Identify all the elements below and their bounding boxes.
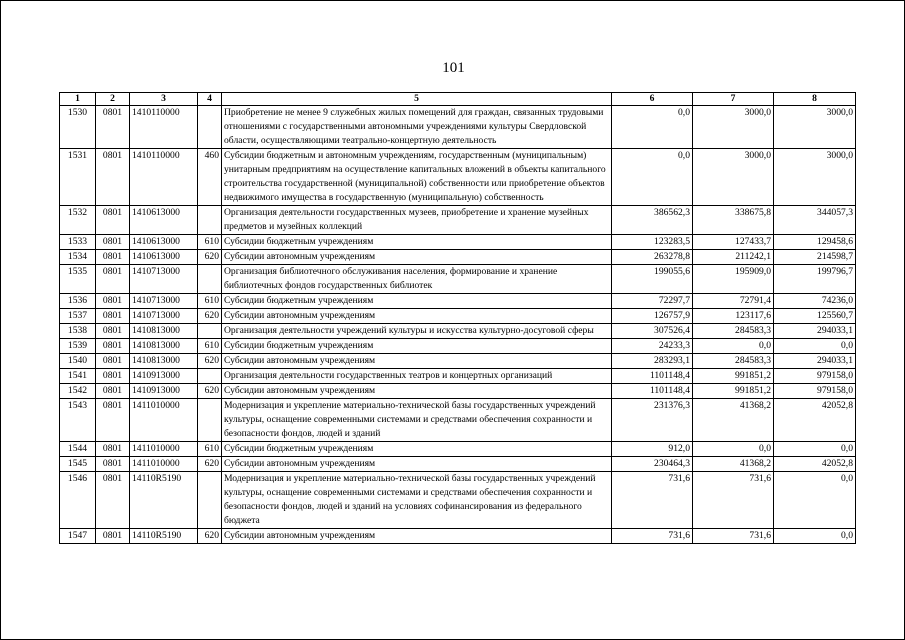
amount-col6: 386562,3 [612, 206, 693, 235]
table-body [60, 106, 856, 544]
budget-table [59, 92, 856, 544]
section-code: 0801 [96, 324, 130, 339]
expense-kind: 610 [198, 339, 222, 354]
table-row [60, 106, 856, 149]
row-description: Субсидии бюджетным и автономным учреждениям, государственным (муниципальным) унитарным предприятиям на осуществление капитальных вложений в объекты капитального строительства государственной (муниципальной) собственности или приобретение объектов недвижимого имущества в государственную (муниципальную) собственность [222, 149, 612, 206]
target-code: 1410913000 [130, 369, 198, 384]
amount-col8: 42052,8 [774, 457, 856, 472]
section-code: 0801 [96, 457, 130, 472]
column-header: 1 [60, 93, 96, 106]
expense-kind: 620 [198, 354, 222, 369]
row-number: 1539 [60, 339, 96, 354]
amount-col7: 284583,3 [693, 354, 774, 369]
section-code: 0801 [96, 442, 130, 457]
table-row [60, 529, 856, 544]
row-number: 1536 [60, 294, 96, 309]
amount-col6: 1101148,4 [612, 384, 693, 399]
target-code: 1410713000 [130, 309, 198, 324]
section-code: 0801 [96, 294, 130, 309]
row-number: 1546 [60, 472, 96, 529]
row-number: 1537 [60, 309, 96, 324]
amount-col8: 0,0 [774, 339, 856, 354]
amount-col6: 230464,3 [612, 457, 693, 472]
row-description: Приобретение не менее 9 служебных жилых помещений для граждан, связанных трудовыми отношениями с государственными автономными учреждениями культуры Свердловской области, осуществляющими театрально-концертную деятельность [222, 106, 612, 149]
amount-col8: 0,0 [774, 472, 856, 529]
expense-kind [198, 472, 222, 529]
section-code: 0801 [96, 309, 130, 324]
table-row [60, 384, 856, 399]
row-number: 1531 [60, 149, 96, 206]
amount-col6: 263278,8 [612, 250, 693, 265]
amount-col6: 731,6 [612, 472, 693, 529]
amount-col6: 231376,3 [612, 399, 693, 442]
target-code: 14110R5190 [130, 472, 198, 529]
amount-col6: 0,0 [612, 149, 693, 206]
section-code: 0801 [96, 354, 130, 369]
table-row [60, 149, 856, 206]
expense-kind: 610 [198, 235, 222, 250]
target-code: 1410913000 [130, 384, 198, 399]
expense-kind: 620 [198, 529, 222, 544]
target-code: 1410613000 [130, 250, 198, 265]
amount-col6: 72297,7 [612, 294, 693, 309]
row-description: Организация библиотечного обслуживания населения, формирование и хранение библиотечных фондов государственных библиотек [222, 265, 612, 294]
column-header: 2 [96, 93, 130, 106]
target-code: 1410713000 [130, 265, 198, 294]
amount-col7: 0,0 [693, 339, 774, 354]
amount-col7: 41368,2 [693, 457, 774, 472]
target-code: 1411010000 [130, 442, 198, 457]
row-description: Субсидии автономным учреждениям [222, 457, 612, 472]
row-description: Субсидии автономным учреждениям [222, 384, 612, 399]
table-row [60, 442, 856, 457]
amount-col8: 214598,7 [774, 250, 856, 265]
section-code: 0801 [96, 384, 130, 399]
expense-kind [198, 106, 222, 149]
table-row [60, 354, 856, 369]
row-description: Субсидии бюджетным учреждениям [222, 339, 612, 354]
amount-col8: 344057,3 [774, 206, 856, 235]
target-code: 1410813000 [130, 324, 198, 339]
target-code: 1411010000 [130, 399, 198, 442]
table-row [60, 265, 856, 294]
amount-col8: 3000,0 [774, 149, 856, 206]
section-code: 0801 [96, 235, 130, 250]
table-row [60, 309, 856, 324]
section-code: 0801 [96, 339, 130, 354]
table-row [60, 324, 856, 339]
amount-col8: 979158,0 [774, 369, 856, 384]
row-number: 1530 [60, 106, 96, 149]
table-row [60, 369, 856, 384]
row-number: 1534 [60, 250, 96, 265]
row-number: 1533 [60, 235, 96, 250]
amount-col7: 3000,0 [693, 106, 774, 149]
table-row [60, 399, 856, 442]
amount-col7: 211242,1 [693, 250, 774, 265]
row-description: Организация деятельности государственных музеев, приобретение и хранение музейных предметов и музейных коллекций [222, 206, 612, 235]
expense-kind [198, 324, 222, 339]
expense-kind: 620 [198, 457, 222, 472]
table-row [60, 294, 856, 309]
row-number: 1545 [60, 457, 96, 472]
amount-col7: 731,6 [693, 472, 774, 529]
amount-col6: 199055,6 [612, 265, 693, 294]
amount-col8: 0,0 [774, 529, 856, 544]
expense-kind: 620 [198, 384, 222, 399]
expense-kind [198, 369, 222, 384]
section-code: 0801 [96, 149, 130, 206]
table-row [60, 472, 856, 529]
expense-kind: 610 [198, 294, 222, 309]
section-code: 0801 [96, 206, 130, 235]
row-number: 1540 [60, 354, 96, 369]
expense-kind: 620 [198, 309, 222, 324]
expense-kind [198, 206, 222, 235]
target-code: 1410613000 [130, 206, 198, 235]
amount-col6: 123283,5 [612, 235, 693, 250]
amount-col8: 125560,7 [774, 309, 856, 324]
row-number: 1538 [60, 324, 96, 339]
column-header: 4 [198, 93, 222, 106]
target-code: 14110R5190 [130, 529, 198, 544]
column-header: 5 [222, 93, 612, 106]
expense-kind: 460 [198, 149, 222, 206]
amount-col8: 0,0 [774, 442, 856, 457]
column-header: 6 [612, 93, 693, 106]
row-description: Субсидии бюджетным учреждениям [222, 442, 612, 457]
amount-col6: 0,0 [612, 106, 693, 149]
table-row [60, 457, 856, 472]
row-number: 1544 [60, 442, 96, 457]
section-code: 0801 [96, 106, 130, 149]
row-description: Субсидии бюджетным учреждениям [222, 294, 612, 309]
section-code: 0801 [96, 369, 130, 384]
row-number: 1535 [60, 265, 96, 294]
target-code: 1410613000 [130, 235, 198, 250]
row-description: Субсидии автономным учреждениям [222, 250, 612, 265]
column-header: 8 [774, 93, 856, 106]
column-header: 7 [693, 93, 774, 106]
section-code: 0801 [96, 399, 130, 442]
expense-kind: 620 [198, 250, 222, 265]
target-code: 1410813000 [130, 339, 198, 354]
page-number: 101 [442, 60, 465, 76]
amount-col6: 731,6 [612, 529, 693, 544]
amount-col8: 294033,1 [774, 324, 856, 339]
target-code: 1410110000 [130, 106, 198, 149]
section-code: 0801 [96, 250, 130, 265]
amount-col6: 307526,4 [612, 324, 693, 339]
amount-col8: 129458,6 [774, 235, 856, 250]
amount-col8: 199796,7 [774, 265, 856, 294]
amount-col8: 3000,0 [774, 106, 856, 149]
row-description: Организация деятельности государственных театров и концертных организаций [222, 369, 612, 384]
amount-col6: 24233,3 [612, 339, 693, 354]
amount-col7: 0,0 [693, 442, 774, 457]
amount-col6: 1101148,4 [612, 369, 693, 384]
amount-col7: 72791,4 [693, 294, 774, 309]
section-code: 0801 [96, 472, 130, 529]
expense-kind [198, 399, 222, 442]
table-row [60, 235, 856, 250]
amount-col7: 41368,2 [693, 399, 774, 442]
amount-col7: 127433,7 [693, 235, 774, 250]
row-number: 1541 [60, 369, 96, 384]
row-number: 1532 [60, 206, 96, 235]
target-code: 1411010000 [130, 457, 198, 472]
row-number: 1542 [60, 384, 96, 399]
expense-kind [198, 265, 222, 294]
section-code: 0801 [96, 529, 130, 544]
amount-col7: 991851,2 [693, 384, 774, 399]
row-description: Модернизация и укрепление материально-технической базы государственных учреждений культуры, оснащение современными системами и средствами обеспечения сохранности и безопасности фондов, людей и зданий на условиях софинансирования из федерального бюджета [222, 472, 612, 529]
amount-col8: 294033,1 [774, 354, 856, 369]
table-row [60, 339, 856, 354]
amount-col6: 283293,1 [612, 354, 693, 369]
amount-col7: 195909,0 [693, 265, 774, 294]
row-description: Модернизация и укрепление материально-технической базы государственных учреждений культуры, оснащение современными системами и средствами обеспечения сохранности и безопасности фондов, людей и зданий [222, 399, 612, 442]
table-row [60, 250, 856, 265]
row-description: Субсидии автономным учреждениям [222, 354, 612, 369]
target-code: 1410110000 [130, 149, 198, 206]
table-header-row [60, 93, 856, 106]
amount-col7: 991851,2 [693, 369, 774, 384]
amount-col8: 42052,8 [774, 399, 856, 442]
amount-col7: 123117,6 [693, 309, 774, 324]
column-header: 3 [130, 93, 198, 106]
target-code: 1410813000 [130, 354, 198, 369]
amount-col8: 979158,0 [774, 384, 856, 399]
amount-col7: 731,6 [693, 529, 774, 544]
row-description: Субсидии бюджетным учреждениям [222, 235, 612, 250]
amount-col8: 74236,0 [774, 294, 856, 309]
amount-col6: 126757,9 [612, 309, 693, 324]
row-description: Субсидии автономным учреждениям [222, 309, 612, 324]
amount-col7: 284583,3 [693, 324, 774, 339]
amount-col7: 338675,8 [693, 206, 774, 235]
row-description: Организация деятельности учреждений культуры и искусства культурно-досуговой сферы [222, 324, 612, 339]
target-code: 1410713000 [130, 294, 198, 309]
table-row [60, 206, 856, 235]
section-code: 0801 [96, 265, 130, 294]
row-number: 1547 [60, 529, 96, 544]
amount-col6: 912,0 [612, 442, 693, 457]
row-number: 1543 [60, 399, 96, 442]
expense-kind: 610 [198, 442, 222, 457]
row-description: Субсидии автономным учреждениям [222, 529, 612, 544]
amount-col7: 3000,0 [693, 149, 774, 206]
